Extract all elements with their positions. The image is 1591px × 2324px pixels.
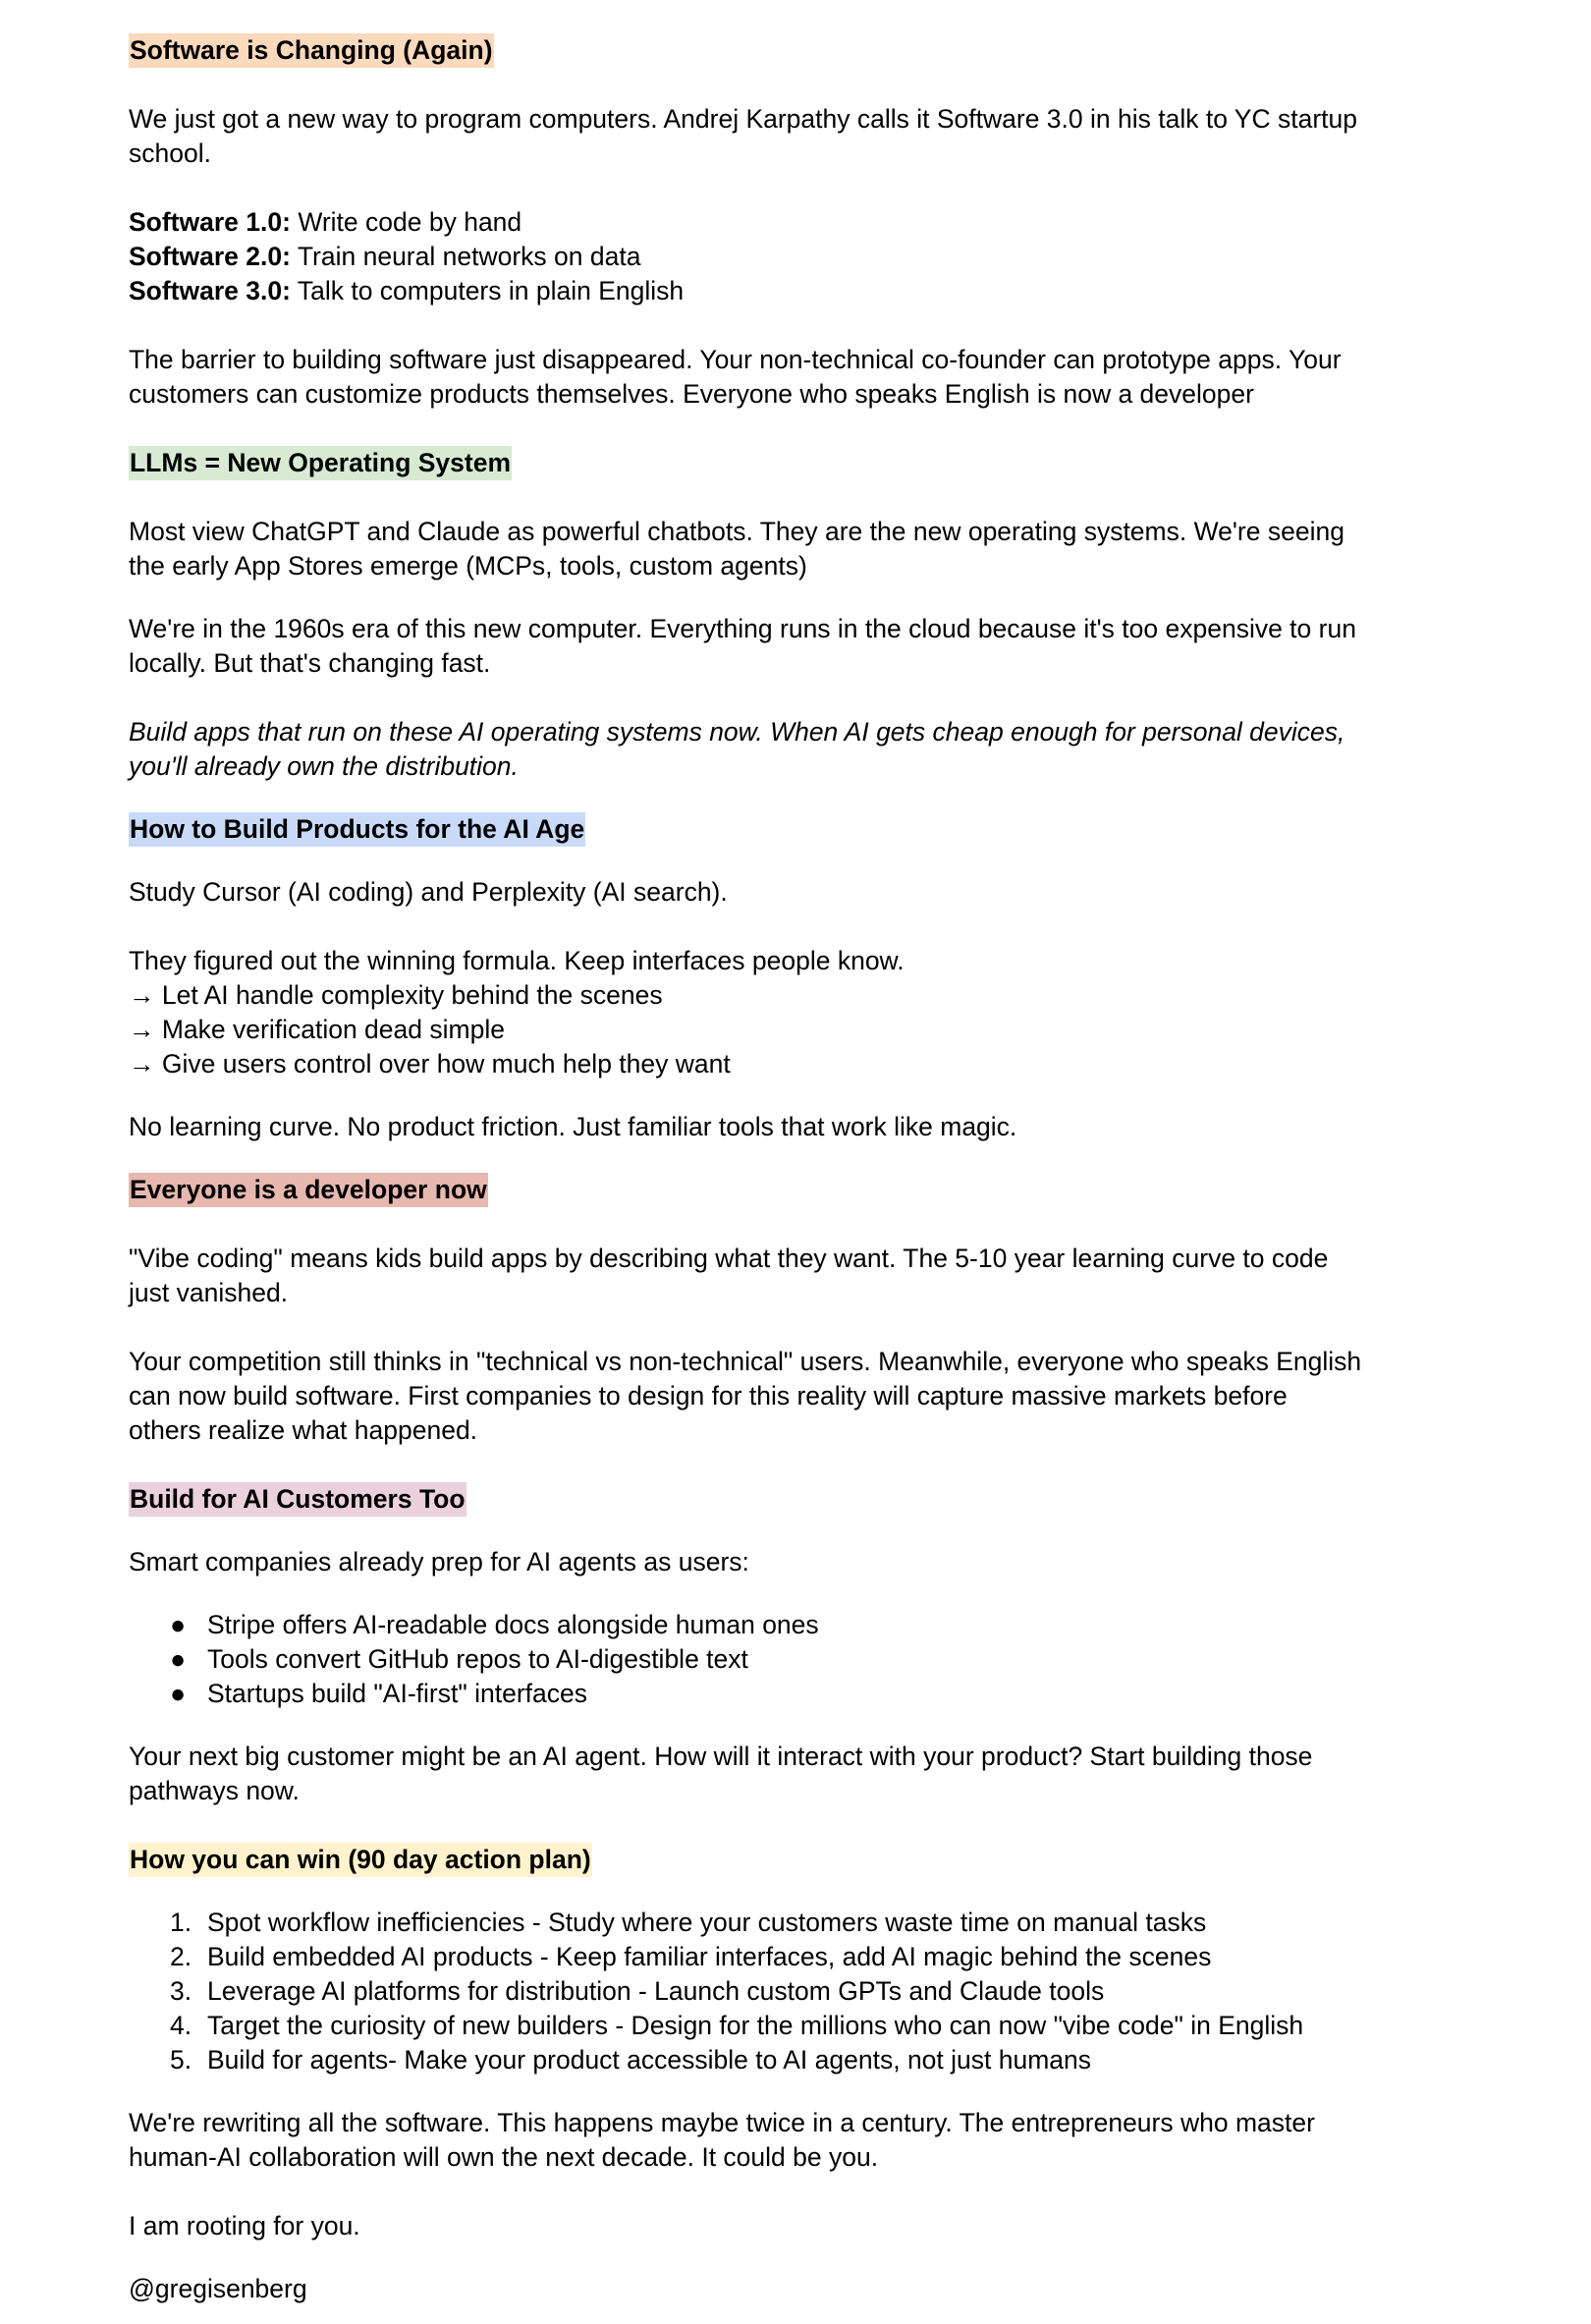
list-item: [129, 2043, 1366, 2077]
section-heading-software-changing: [129, 33, 1366, 68]
list-item-text: Build for agents- Make your product accessible to AI agents, not just humans: [207, 2045, 1092, 2075]
version-text: Train neural networks on data: [290, 242, 641, 271]
version-label: Software 1.0:: [129, 207, 291, 237]
barrier-paragraph: The barrier to building software just disappeared. Your non-technical co-founder can prototype apps. Your customers can customize products themselves. Everyone who speaks English is now a developer: [129, 345, 1342, 409]
paragraph: They figured out the winning formula. Keep interfaces people know.: [129, 946, 905, 975]
section-heading-build-products: [129, 812, 1366, 847]
bullet-list: [129, 1608, 1366, 1711]
list-item: [129, 2009, 1366, 2043]
list-item: [129, 1974, 1366, 2009]
numbered-list: [129, 1906, 1366, 2077]
paragraph: Study Cursor (AI coding) and Perplexity (AI search).: [129, 877, 728, 907]
list-item-text: Startups build "AI-first" interfaces: [207, 1679, 588, 1708]
paragraph: We're in the 1960s era of this new computer. Everything runs in the cloud because it's too expensive to run locally. But that's changing fast.: [129, 614, 1356, 678]
version-text: Write code by hand: [290, 207, 522, 237]
section-heading-llm-os: [129, 446, 1366, 480]
version-line: [129, 274, 1366, 308]
software-versions-list: [129, 205, 1366, 308]
bullet-marker: ●: [170, 1679, 187, 1708]
arrow-item: → Make verification dead simple: [129, 1015, 505, 1044]
version-label: Software 3.0:: [129, 276, 291, 305]
list-item-text: Leverage AI platforms for distribution - Launch custom GPTs and Claude tools: [207, 1976, 1105, 2006]
heading-text: How to Build Products for the AI Age: [129, 812, 585, 847]
arrow-item: → Let AI handle complexity behind the scenes: [129, 980, 663, 1010]
list-item-text: Tools convert GitHub repos to AI-digestible text: [207, 1644, 748, 1674]
list-number: 2.: [170, 1942, 192, 1971]
version-line: [129, 240, 1366, 274]
intro-paragraph: We just got a new way to program computers. Andrej Karpathy calls it Software 3.0 in his talk to YC startup school.: [129, 104, 1357, 168]
list-number: 4.: [170, 2011, 192, 2040]
list-item-text: Stripe offers AI-readable docs alongside human ones: [207, 1610, 819, 1639]
list-item: [129, 1940, 1366, 1974]
list-number: 5.: [170, 2045, 192, 2075]
list-item: [129, 1608, 1366, 1642]
list-item: [129, 1677, 1366, 1711]
section-heading-90-day-plan: [129, 1843, 1366, 1877]
bullet-marker: ●: [170, 1644, 187, 1674]
closing-line: I am rooting for you.: [129, 2211, 360, 2241]
bullet-marker: ●: [170, 1610, 187, 1639]
italic-paragraph: Build apps that run on these AI operating systems now. When AI gets cheap enough for personal devices, you'll already own the distribution.: [129, 717, 1345, 781]
heading-text: Software is Changing (Again): [129, 33, 494, 68]
version-line: [129, 205, 1366, 240]
list-item-text: Target the curiosity of new builders - Design for the millions who can now "vibe code" in English: [207, 2011, 1304, 2040]
document-page: [129, 33, 1366, 2306]
paragraph: No learning curve. No product friction. Just familiar tools that work like magic.: [129, 1112, 1017, 1141]
section-heading-everyone-developer: [129, 1173, 1366, 1207]
heading-text: LLMs = New Operating System: [129, 446, 512, 480]
paragraph: Your next big customer might be an AI agent. How will it interact with your product? Start building those pathways now.: [129, 1742, 1313, 1805]
list-number: 3.: [170, 1976, 192, 2006]
version-text: Talk to computers in plain English: [290, 276, 685, 305]
author-handle: @gregisenberg: [129, 2274, 307, 2303]
list-item-text: Spot workflow inefficiencies - Study where your customers waste time on manual tasks: [207, 1908, 1207, 1937]
list-item-text: Build embedded AI products - Keep familiar interfaces, add AI magic behind the scenes: [207, 1942, 1212, 1971]
list-item: [129, 1906, 1366, 1940]
list-number: 1.: [170, 1908, 192, 1937]
heading-text: How you can win (90 day action plan): [129, 1843, 592, 1877]
arrow-item: → Give users control over how much help they want: [129, 1049, 731, 1079]
paragraph: Your competition still thinks in "technical vs non-technical" users. Meanwhile, everyone who speaks English can now build software. First companies to design for this reality will capture massive markets before others realize what happened.: [129, 1347, 1362, 1445]
paragraph: We're rewriting all the software. This happens maybe twice in a century. The entrepreneurs who master human-AI collaboration will own the next decade. It could be you.: [129, 2108, 1315, 2172]
paragraph: Smart companies already prep for AI agents as users:: [129, 1547, 749, 1577]
paragraph: Most view ChatGPT and Claude as powerful chatbots. They are the new operating systems. We're seeing the early App Stores emerge (MCPs, tools, custom agents): [129, 517, 1344, 581]
list-item: [129, 1642, 1366, 1677]
section-heading-ai-customers: [129, 1482, 1366, 1517]
paragraph: "Vibe coding" means kids build apps by describing what they want. The 5-10 year learning curve to code just vanished.: [129, 1244, 1329, 1307]
version-label: Software 2.0:: [129, 242, 291, 271]
heading-text: Build for AI Customers Too: [129, 1482, 466, 1517]
heading-text: Everyone is a developer now: [129, 1173, 488, 1207]
